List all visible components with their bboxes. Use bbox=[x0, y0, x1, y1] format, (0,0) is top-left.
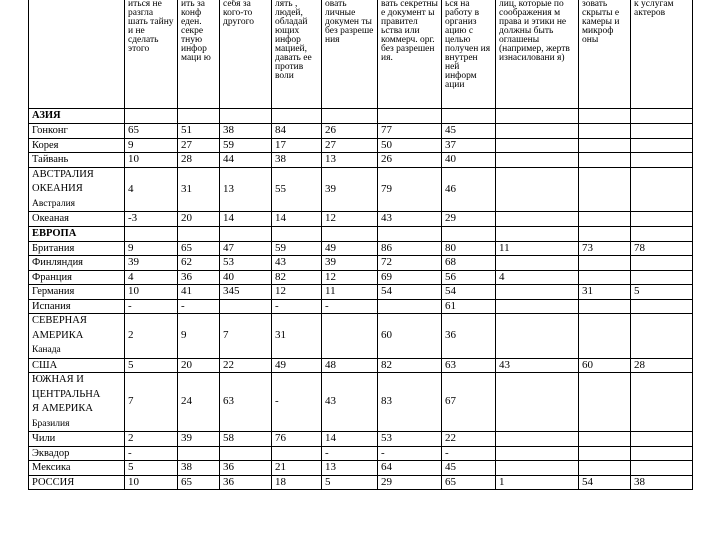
value-cell: 56 bbox=[442, 270, 496, 285]
value-cell: 27 bbox=[178, 138, 220, 153]
value-cell: 22 bbox=[220, 358, 272, 373]
value-cell: 14 bbox=[322, 432, 378, 447]
country-cell bbox=[29, 153, 125, 168]
value-cell bbox=[579, 124, 631, 139]
header-col: лиц, которые по соображения м права и этики не должны быть оглашены (например, жертв изнасиловани я) bbox=[496, 0, 579, 109]
value-cell bbox=[496, 124, 579, 139]
header-col: себя за кого-то другого bbox=[220, 0, 272, 109]
value-cell: 11 bbox=[496, 241, 579, 256]
value-cell: 7 bbox=[125, 373, 178, 432]
value-cell: 9 bbox=[178, 314, 220, 359]
value-cell bbox=[631, 167, 693, 212]
country-label: Бразилия bbox=[32, 418, 70, 429]
country-label: Гонконг bbox=[32, 125, 68, 136]
table-row bbox=[29, 138, 693, 153]
country-cell bbox=[29, 124, 125, 139]
value-cell: 13 bbox=[322, 461, 378, 476]
value-cell: 82 bbox=[378, 358, 442, 373]
value-cell: 64 bbox=[378, 461, 442, 476]
value-cell: 40 bbox=[442, 153, 496, 168]
header-col: зовать скрыты е камеры и микроф оны bbox=[579, 0, 631, 109]
region-label: Я АМЕРИКА bbox=[32, 403, 93, 414]
value-cell: 68 bbox=[442, 256, 496, 271]
value-cell: 26 bbox=[378, 153, 442, 168]
value-cell bbox=[579, 167, 631, 212]
value-cell: 21 bbox=[272, 461, 322, 476]
value-cell: 44 bbox=[220, 153, 272, 168]
value-cell bbox=[631, 461, 693, 476]
value-cell: 26 bbox=[322, 124, 378, 139]
value-cell: 28 bbox=[631, 358, 693, 373]
value-cell: 29 bbox=[378, 475, 442, 490]
value-cell: 20 bbox=[178, 358, 220, 373]
value-cell: 41 bbox=[178, 285, 220, 300]
country-cell bbox=[29, 358, 125, 373]
value-cell bbox=[631, 314, 693, 359]
value-cell bbox=[496, 432, 579, 447]
country-cell bbox=[29, 432, 125, 447]
value-cell bbox=[579, 461, 631, 476]
value-cell: 73 bbox=[579, 241, 631, 256]
value-cell: 9 bbox=[125, 138, 178, 153]
value-cell: 10 bbox=[125, 285, 178, 300]
section-label: АЗИЯ bbox=[29, 109, 125, 124]
value-cell: 53 bbox=[220, 256, 272, 271]
value-cell: 11 bbox=[322, 285, 378, 300]
table-row bbox=[29, 461, 693, 476]
value-cell: 54 bbox=[579, 475, 631, 490]
table-row bbox=[29, 358, 693, 373]
region-label: ОКЕАНИЯ bbox=[32, 183, 83, 194]
value-cell: 28 bbox=[178, 153, 220, 168]
value-cell bbox=[496, 299, 579, 314]
value-cell bbox=[496, 461, 579, 476]
value-cell bbox=[272, 446, 322, 461]
country-label: США bbox=[32, 359, 58, 371]
header-col: овать личные докумен ты без разреше ния bbox=[322, 0, 378, 109]
value-cell: - bbox=[272, 373, 322, 432]
table-row bbox=[29, 475, 693, 490]
country-cell bbox=[29, 461, 125, 476]
value-cell: 5 bbox=[631, 285, 693, 300]
header-country bbox=[29, 0, 125, 109]
country-cell bbox=[29, 446, 125, 461]
value-cell: 72 bbox=[378, 256, 442, 271]
table-row bbox=[29, 270, 693, 285]
value-cell: 67 bbox=[442, 373, 496, 432]
value-cell bbox=[579, 373, 631, 432]
value-cell bbox=[496, 167, 579, 212]
value-cell: 86 bbox=[378, 241, 442, 256]
country-label: Германия bbox=[32, 286, 75, 297]
value-cell bbox=[496, 212, 579, 227]
value-cell bbox=[579, 153, 631, 168]
value-cell: 83 bbox=[378, 373, 442, 432]
section-row bbox=[29, 226, 693, 241]
value-cell: 10 bbox=[125, 153, 178, 168]
value-cell: 17 bbox=[272, 138, 322, 153]
table-row bbox=[29, 241, 693, 256]
value-cell: 18 bbox=[272, 475, 322, 490]
value-cell: 4 bbox=[496, 270, 579, 285]
value-cell bbox=[631, 256, 693, 271]
value-cell: 14 bbox=[220, 212, 272, 227]
value-cell: 31 bbox=[178, 167, 220, 212]
value-cell: 38 bbox=[178, 461, 220, 476]
value-cell: 65 bbox=[125, 124, 178, 139]
table-row bbox=[29, 299, 693, 314]
country-cell bbox=[29, 285, 125, 300]
value-cell: 84 bbox=[272, 124, 322, 139]
value-cell bbox=[579, 270, 631, 285]
country-cell bbox=[29, 138, 125, 153]
value-cell: 63 bbox=[220, 373, 272, 432]
header-col: вать секретны е документ ы правител ьства или коммерч. орг. без разрешен ия. bbox=[378, 0, 442, 109]
country-label: РОССИЯ bbox=[32, 476, 75, 488]
value-cell bbox=[220, 446, 272, 461]
value-cell: 51 bbox=[178, 124, 220, 139]
value-cell bbox=[496, 153, 579, 168]
value-cell: 13 bbox=[220, 167, 272, 212]
value-cell: 55 bbox=[272, 167, 322, 212]
country-label: Франция bbox=[32, 271, 72, 283]
value-cell: 82 bbox=[272, 270, 322, 285]
value-cell: 79 bbox=[378, 167, 442, 212]
country-label: Канада bbox=[32, 345, 61, 355]
value-cell: 47 bbox=[220, 241, 272, 256]
section-label: ЕВРОПА bbox=[29, 226, 125, 241]
value-cell: 24 bbox=[178, 373, 220, 432]
value-cell: 59 bbox=[272, 241, 322, 256]
value-cell: 5 bbox=[125, 358, 178, 373]
value-cell bbox=[496, 314, 579, 359]
country-cell bbox=[29, 270, 125, 285]
table-row bbox=[29, 314, 693, 359]
value-cell: 7 bbox=[220, 314, 272, 359]
value-cell bbox=[220, 299, 272, 314]
country-cell bbox=[29, 314, 125, 359]
value-cell bbox=[496, 446, 579, 461]
value-cell: 65 bbox=[178, 475, 220, 490]
value-cell: 43 bbox=[272, 256, 322, 271]
value-cell: 20 bbox=[178, 212, 220, 227]
value-cell: - bbox=[272, 299, 322, 314]
value-cell: 43 bbox=[322, 373, 378, 432]
value-cell bbox=[496, 256, 579, 271]
region-label: ЦЕНТРАЛЬНА bbox=[32, 388, 101, 400]
survey-table bbox=[28, 0, 693, 490]
region-label: АВСТРАЛИЯ bbox=[32, 168, 94, 180]
table-row bbox=[29, 285, 693, 300]
value-cell: 2 bbox=[125, 314, 178, 359]
value-cell bbox=[322, 314, 378, 359]
table-row bbox=[29, 432, 693, 447]
value-cell: 53 bbox=[378, 432, 442, 447]
value-cell: 12 bbox=[322, 212, 378, 227]
header-col: ить за конф еден. секре тную инфор маци ю bbox=[178, 0, 220, 109]
value-cell: 12 bbox=[322, 270, 378, 285]
value-cell bbox=[579, 138, 631, 153]
value-cell: 1 bbox=[496, 475, 579, 490]
country-label: Океаная bbox=[32, 213, 69, 224]
value-cell: 5 bbox=[125, 461, 178, 476]
value-cell: 36 bbox=[220, 461, 272, 476]
value-cell: - bbox=[442, 446, 496, 461]
value-cell: - bbox=[125, 446, 178, 461]
value-cell: 38 bbox=[220, 124, 272, 139]
value-cell bbox=[631, 373, 693, 432]
value-cell bbox=[631, 299, 693, 314]
value-cell: 10 bbox=[125, 475, 178, 490]
table-row bbox=[29, 373, 693, 432]
value-cell bbox=[631, 432, 693, 447]
value-cell bbox=[631, 446, 693, 461]
value-cell: - bbox=[322, 446, 378, 461]
value-cell: 69 bbox=[378, 270, 442, 285]
value-cell bbox=[496, 285, 579, 300]
table-row bbox=[29, 256, 693, 271]
header-col: лять , людей, обладай ющих инфор мацией, давать ее против воли bbox=[272, 0, 322, 109]
header-col: к услугам актеров bbox=[631, 0, 693, 109]
table-row bbox=[29, 167, 693, 212]
value-cell: 14 bbox=[272, 212, 322, 227]
value-cell: 62 bbox=[178, 256, 220, 271]
value-cell: 12 bbox=[272, 285, 322, 300]
section-row bbox=[29, 109, 693, 124]
value-cell bbox=[631, 138, 693, 153]
value-cell: - bbox=[178, 299, 220, 314]
value-cell: 38 bbox=[272, 153, 322, 168]
value-cell: 345 bbox=[220, 285, 272, 300]
value-cell: 46 bbox=[442, 167, 496, 212]
value-cell bbox=[579, 212, 631, 227]
table-row bbox=[29, 212, 693, 227]
region-label: СЕВЕРНАЯ bbox=[32, 315, 87, 326]
value-cell bbox=[579, 314, 631, 359]
country-cell bbox=[29, 299, 125, 314]
value-cell bbox=[496, 373, 579, 432]
country-label: Финляндия bbox=[32, 257, 84, 268]
value-cell bbox=[579, 432, 631, 447]
value-cell: 45 bbox=[442, 124, 496, 139]
value-cell: 60 bbox=[378, 314, 442, 359]
value-cell: 39 bbox=[322, 256, 378, 271]
country-label: Корея bbox=[32, 139, 59, 151]
value-cell: 80 bbox=[442, 241, 496, 256]
value-cell: 43 bbox=[496, 358, 579, 373]
value-cell bbox=[631, 270, 693, 285]
value-cell: 36 bbox=[178, 270, 220, 285]
country-label: Эквадор bbox=[32, 447, 70, 459]
country-label: Мексика bbox=[32, 462, 71, 473]
value-cell: -3 bbox=[125, 212, 178, 227]
value-cell: 59 bbox=[220, 138, 272, 153]
value-cell: 31 bbox=[579, 285, 631, 300]
country-cell bbox=[29, 212, 125, 227]
region-label: АМЕРИКА bbox=[32, 329, 84, 341]
country-label: Австралия bbox=[32, 198, 76, 209]
value-cell: - bbox=[125, 299, 178, 314]
value-cell: 4 bbox=[125, 167, 178, 212]
header-col: иться не разгла шать тайну и не сделать этого bbox=[125, 0, 178, 109]
value-cell: 9 bbox=[125, 241, 178, 256]
value-cell bbox=[579, 299, 631, 314]
value-cell: 36 bbox=[220, 475, 272, 490]
country-label: Британия bbox=[32, 242, 75, 254]
value-cell: 54 bbox=[442, 285, 496, 300]
region-label: ЮЖНАЯ И bbox=[32, 374, 84, 385]
value-cell: 40 bbox=[220, 270, 272, 285]
table-row bbox=[29, 153, 693, 168]
value-cell: 65 bbox=[442, 475, 496, 490]
country-cell bbox=[29, 256, 125, 271]
value-cell: 49 bbox=[272, 358, 322, 373]
value-cell bbox=[631, 212, 693, 227]
value-cell: 4 bbox=[125, 270, 178, 285]
country-cell bbox=[29, 373, 125, 432]
value-cell: 5 bbox=[322, 475, 378, 490]
value-cell: 39 bbox=[125, 256, 178, 271]
value-cell: 48 bbox=[322, 358, 378, 373]
header-col: ься на работу в организ ацию с целью получен ия внутрен ней информ ации bbox=[442, 0, 496, 109]
value-cell: 13 bbox=[322, 153, 378, 168]
value-cell: 29 bbox=[442, 212, 496, 227]
value-cell: 36 bbox=[442, 314, 496, 359]
value-cell: 27 bbox=[322, 138, 378, 153]
header-row bbox=[29, 0, 693, 109]
value-cell: 60 bbox=[579, 358, 631, 373]
value-cell: 45 bbox=[442, 461, 496, 476]
value-cell: - bbox=[322, 299, 378, 314]
value-cell bbox=[378, 299, 442, 314]
country-label: Испания bbox=[32, 300, 71, 312]
value-cell: 63 bbox=[442, 358, 496, 373]
country-cell bbox=[29, 475, 125, 490]
value-cell: 76 bbox=[272, 432, 322, 447]
value-cell: 2 bbox=[125, 432, 178, 447]
table-row bbox=[29, 124, 693, 139]
value-cell bbox=[579, 446, 631, 461]
country-cell bbox=[29, 167, 125, 212]
value-cell bbox=[631, 153, 693, 168]
value-cell bbox=[579, 256, 631, 271]
country-label: Чили bbox=[32, 433, 56, 444]
value-cell: 38 bbox=[631, 475, 693, 490]
value-cell: 37 bbox=[442, 138, 496, 153]
value-cell: 78 bbox=[631, 241, 693, 256]
value-cell bbox=[631, 124, 693, 139]
country-cell bbox=[29, 241, 125, 256]
value-cell: 39 bbox=[322, 167, 378, 212]
value-cell: - bbox=[378, 446, 442, 461]
value-cell: 39 bbox=[178, 432, 220, 447]
country-label: Тайвань bbox=[32, 154, 69, 165]
value-cell: 22 bbox=[442, 432, 496, 447]
value-cell: 43 bbox=[378, 212, 442, 227]
value-cell bbox=[178, 446, 220, 461]
value-cell: 49 bbox=[322, 241, 378, 256]
value-cell: 61 bbox=[442, 299, 496, 314]
value-cell bbox=[496, 138, 579, 153]
value-cell: 77 bbox=[378, 124, 442, 139]
value-cell: 31 bbox=[272, 314, 322, 359]
value-cell: 65 bbox=[178, 241, 220, 256]
value-cell: 54 bbox=[378, 285, 442, 300]
value-cell: 58 bbox=[220, 432, 272, 447]
table-row bbox=[29, 446, 693, 461]
value-cell: 50 bbox=[378, 138, 442, 153]
